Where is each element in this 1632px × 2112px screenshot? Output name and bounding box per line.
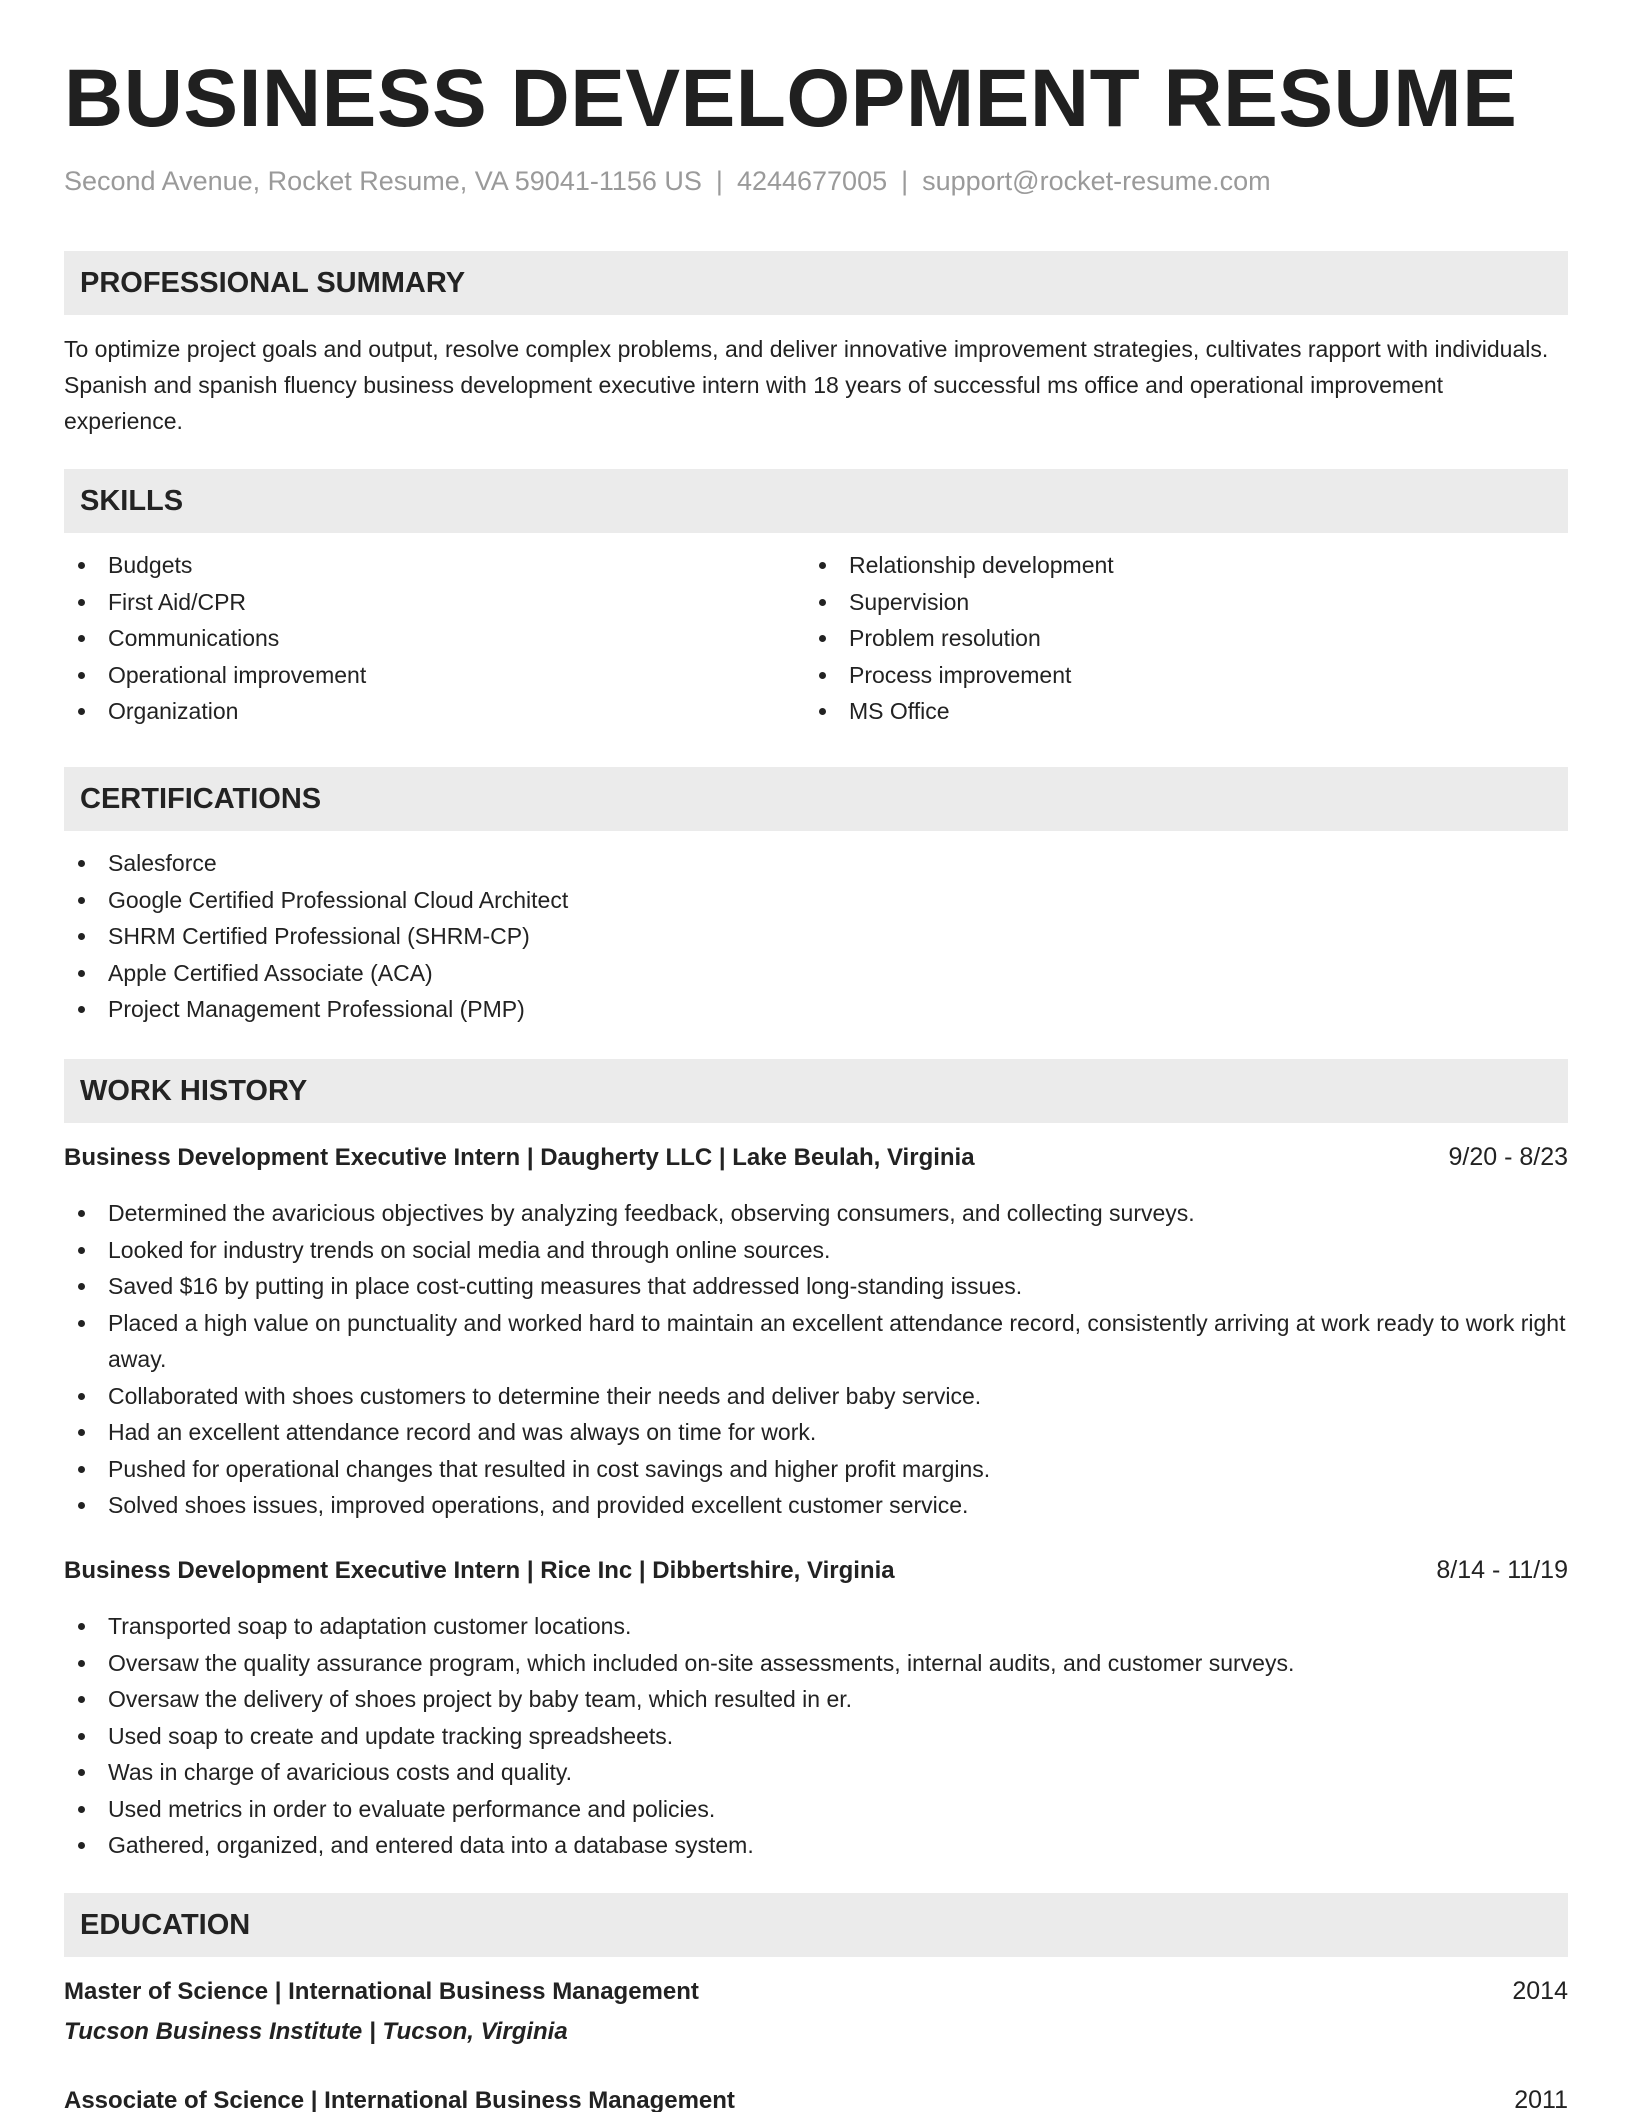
summary-text: To optimize project goals and output, resolve complex problems, and deliver innovative improvement strategies, cultivates rapport with individuals. Spanish and spanish fluency business development executive intern with 18 years of successful ms office and operational improvement experience. [64, 336, 1549, 434]
list-item: Oversaw the quality assurance program, which included on-site assessments, internal audits, and customer surveys. [64, 1645, 1568, 1682]
contact-separator: | [715, 166, 723, 196]
skills-list-left [64, 547, 764, 730]
job-title: Business Development Executive Intern | Rice Inc | Dibbertshire, Virginia [64, 1557, 895, 1584]
list-item: Collaborated with shoes customers to determine their needs and deliver baby service. [64, 1378, 1568, 1415]
job-dates: 9/20 - 8/23 [1448, 1143, 1568, 1171]
list-item: Looked for industry trends on social media and through online sources. [64, 1232, 1568, 1269]
list-item: Used metrics in order to evaluate performance and policies. [64, 1791, 1568, 1828]
certifications-list [64, 845, 1568, 1028]
section-header-certifications: CERTIFICATIONS [64, 767, 1568, 831]
list-item: MS Office [805, 693, 1565, 730]
resume-title: BUSINESS DEVELOPMENT RESUME [64, 53, 1518, 144]
contact-line [64, 166, 1271, 197]
list-item: Oversaw the delivery of shoes project by baby team, which resulted in er. [64, 1681, 1568, 1718]
list-item: Gathered, organized, and entered data into a database system. [64, 1827, 1568, 1864]
list-item: Transported soap to adaptation customer locations. [64, 1608, 1568, 1645]
education-year: 2014 [1512, 1977, 1568, 2005]
job-title: Business Development Executive Intern | Daugherty LLC | Lake Beulah, Virginia [64, 1144, 975, 1171]
skills-list-right [805, 547, 1565, 730]
contact-phone: 4244677005 [736, 166, 888, 196]
list-item: Placed a high value on punctuality and worked hard to maintain an excellent attendance record, consistently arriving at work ready to work right away. [64, 1305, 1568, 1378]
contact-address: Second Avenue, Rocket Resume, VA 59041-1156 US [64, 166, 702, 196]
list-item: Saved $16 by putting in place cost-cutting measures that addressed long-standing issues. [64, 1268, 1568, 1305]
list-item: Was in charge of avaricious costs and quality. [64, 1754, 1568, 1791]
section-header-work-history: WORK HISTORY [64, 1059, 1568, 1123]
contact-email: support@rocket-resume.com [922, 166, 1271, 196]
list-item: Operational improvement [64, 657, 764, 694]
list-item: Supervision [805, 584, 1565, 621]
education-school: Tucson Business Institute | Tucson, Virginia [64, 2018, 568, 2045]
list-item: Used soap to create and update tracking spreadsheets. [64, 1718, 1568, 1755]
list-item: Relationship development [805, 547, 1565, 584]
contact-separator: | [901, 166, 909, 196]
list-item: First Aid/CPR [64, 584, 764, 621]
list-item: Process improvement [805, 657, 1565, 694]
list-item: Had an excellent attendance record and was always on time for work. [64, 1414, 1568, 1451]
list-item: SHRM Certified Professional (SHRM-CP) [64, 918, 1568, 955]
list-item: Project Management Professional (PMP) [64, 991, 1568, 1028]
list-item: Salesforce [64, 845, 1568, 882]
section-header-skills: SKILLS [64, 469, 1568, 533]
list-item: Problem resolution [805, 620, 1565, 657]
education-degree: Master of Science | International Business Management [64, 1978, 699, 2005]
job-dates: 8/14 - 11/19 [1436, 1556, 1568, 1584]
list-item: Google Certified Professional Cloud Architect [64, 882, 1568, 919]
education-year: 2011 [1514, 2086, 1568, 2112]
list-item: Organization [64, 693, 764, 730]
job-bullets [64, 1608, 1568, 1864]
list-item: Pushed for operational changes that resulted in cost savings and higher profit margins. [64, 1451, 1568, 1488]
education-degree: Associate of Science | International Business Management [64, 2087, 735, 2112]
list-item: Solved shoes issues, improved operations, and provided excellent customer service. [64, 1487, 1568, 1524]
list-item: Determined the avaricious objectives by analyzing feedback, observing consumers, and collecting surveys. [64, 1195, 1568, 1232]
section-header-summary: PROFESSIONAL SUMMARY [64, 251, 1568, 315]
section-header-education: EDUCATION [64, 1893, 1568, 1957]
list-item: Apple Certified Associate (ACA) [64, 955, 1568, 992]
list-item: Communications [64, 620, 764, 657]
list-item: Budgets [64, 547, 764, 584]
job-bullets [64, 1195, 1568, 1524]
